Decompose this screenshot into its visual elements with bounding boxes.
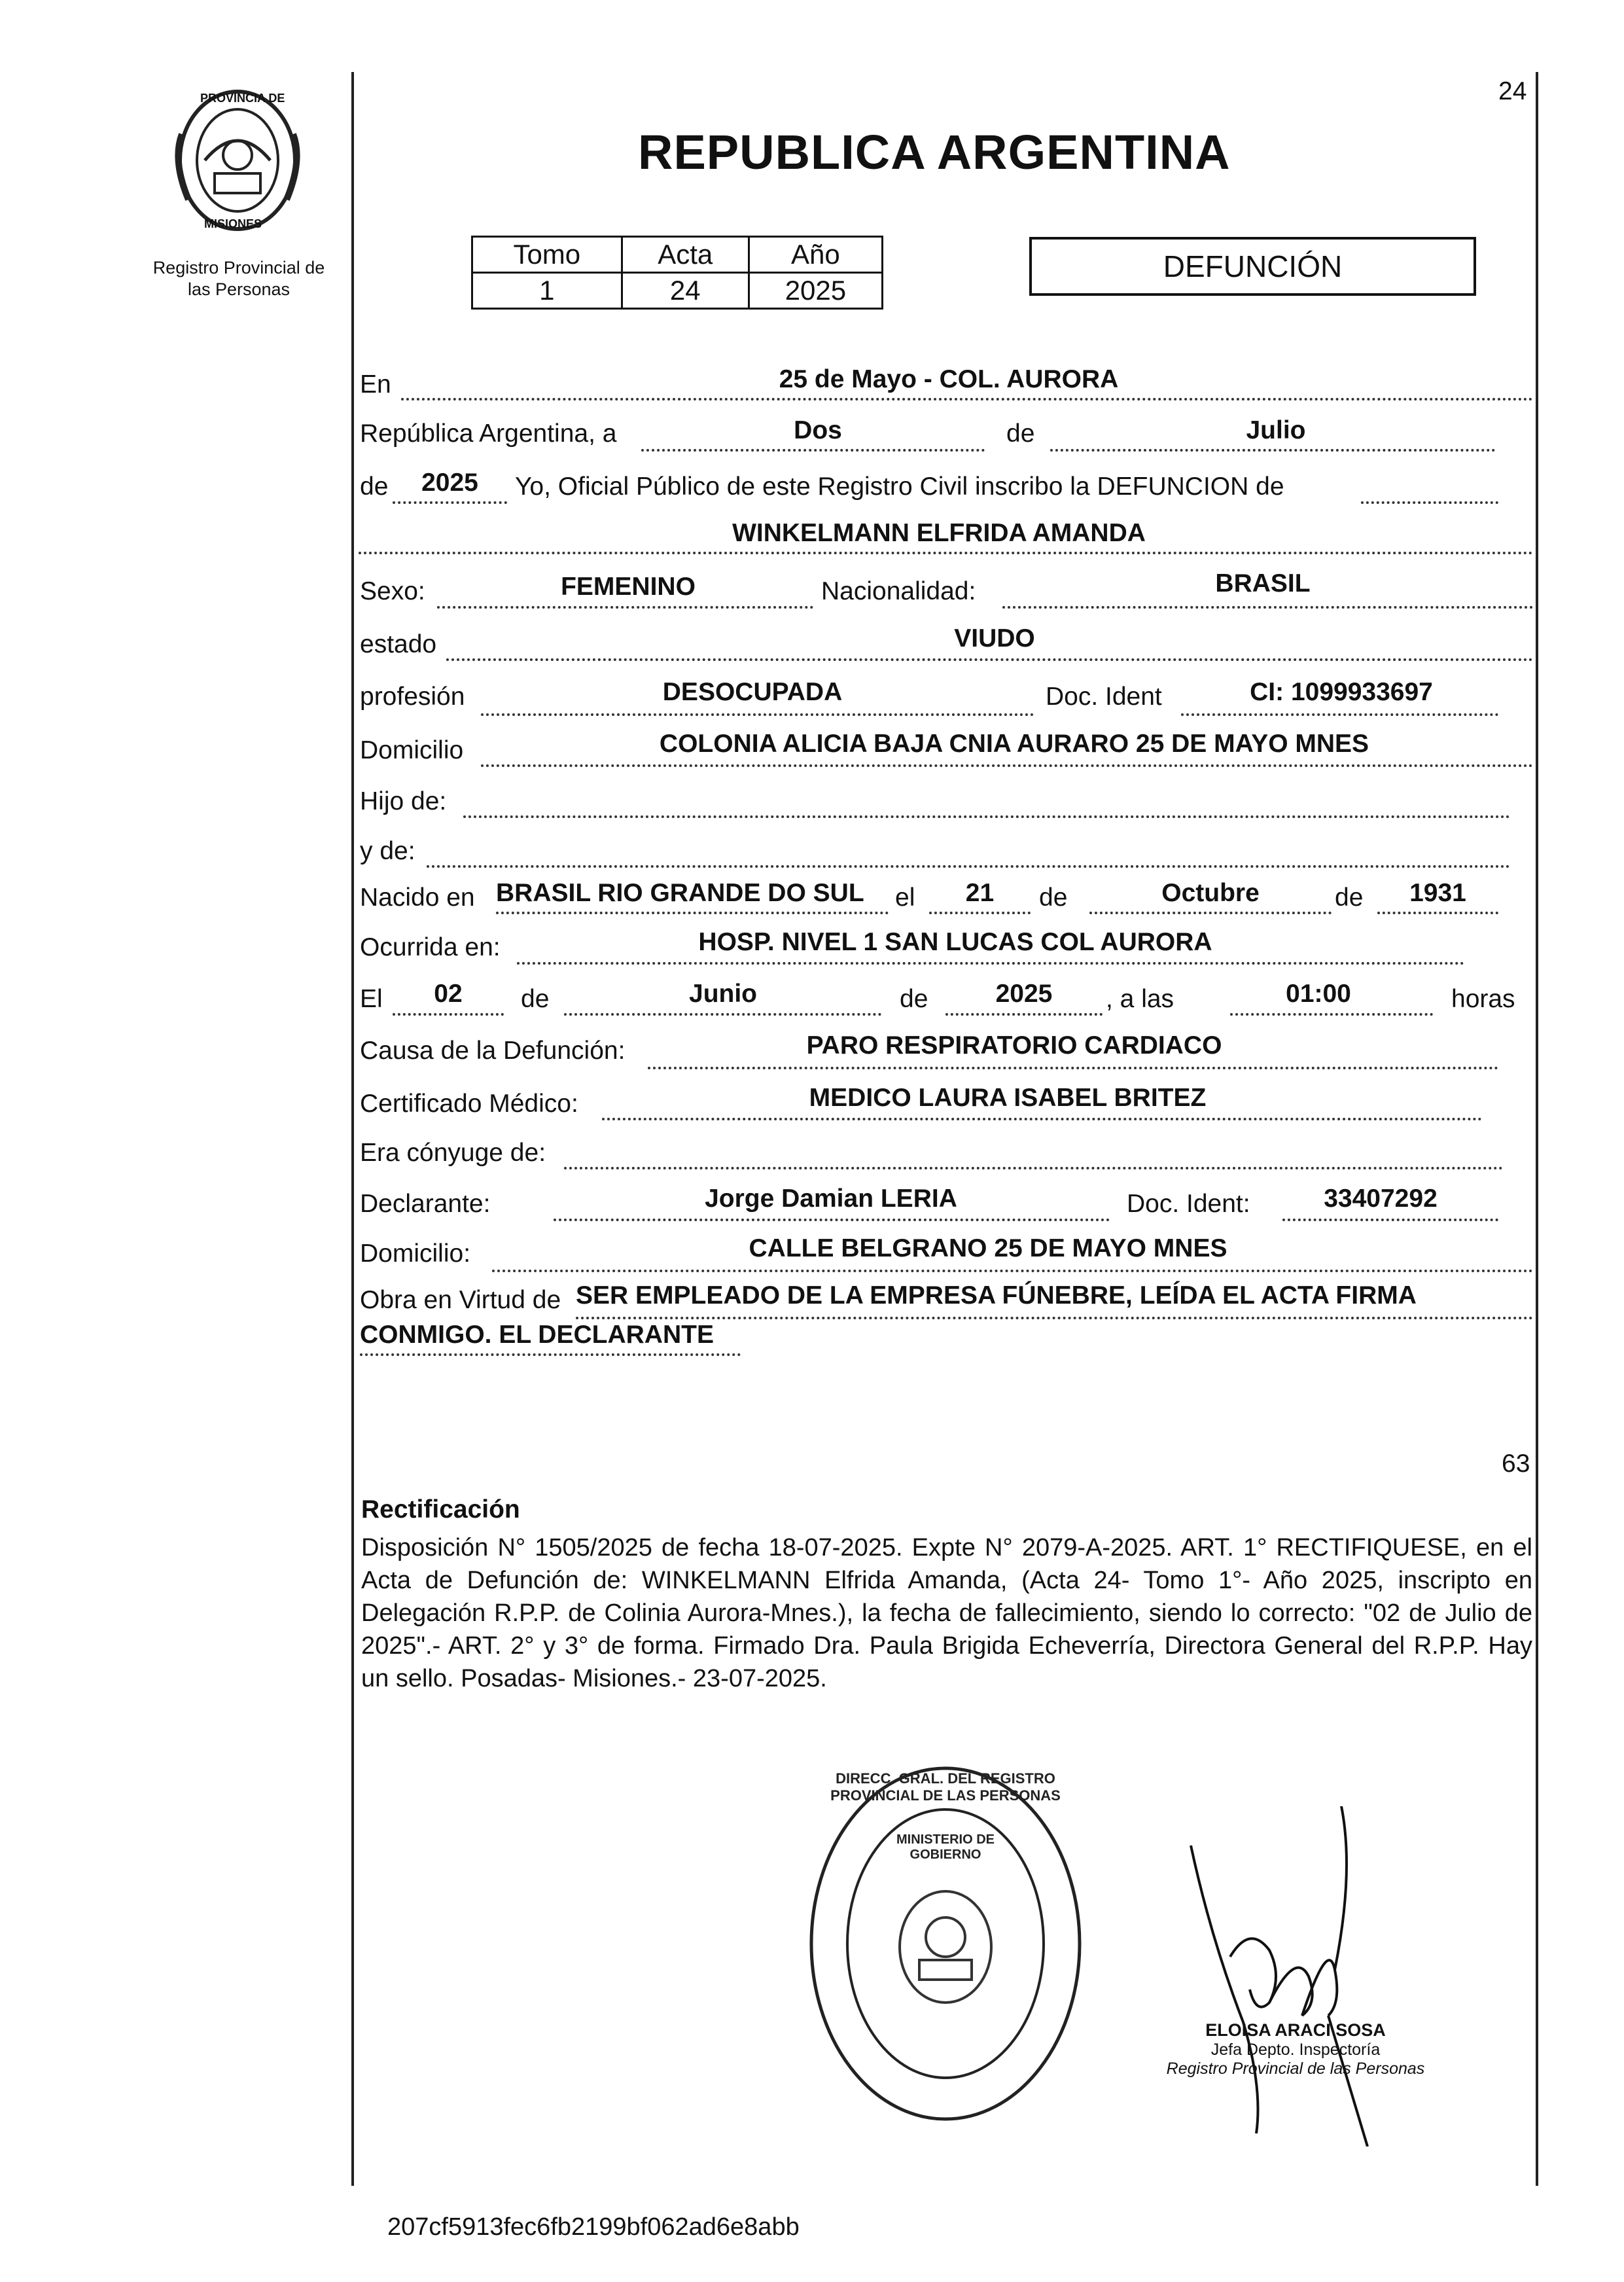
registry-name	[131, 257, 347, 300]
left-margin-rule	[351, 72, 354, 2186]
meta-header-anio: Año	[749, 237, 882, 273]
signature-role: Jefa Depto. Inspectoría	[1210, 2041, 1381, 2059]
de-label-2: de	[360, 472, 389, 501]
meta-header-tomo: Tomo	[472, 237, 622, 273]
nacionalidad-label: Nacionalidad:	[821, 577, 976, 605]
obra-line-2	[360, 1353, 741, 1356]
hijo-line	[463, 815, 1510, 818]
signature-org: Registro Provincial de las Personas	[1166, 2059, 1425, 2078]
day-line	[641, 449, 985, 452]
certificado-value: MEDICO LAURA ISABEL BRITEZ	[809, 1084, 1207, 1112]
declarante-line	[554, 1219, 1110, 1221]
seal-text-bottom: MISIONES	[204, 217, 262, 230]
en-label: En	[360, 370, 391, 399]
doc-line	[1181, 713, 1498, 716]
de-label-6: de	[900, 985, 928, 1013]
doc-label: Doc. Ident	[1046, 683, 1162, 711]
ocurrida-label: Ocurrida en:	[360, 933, 501, 961]
declarante-label: Declarante:	[360, 1190, 491, 1218]
profesion-label: profesión	[360, 683, 465, 711]
annotation-number: 63	[1502, 1450, 1530, 1478]
en-line	[401, 398, 1533, 401]
estado-label: estado	[360, 630, 437, 658]
causa-label: Causa de la Defunción:	[360, 1037, 626, 1065]
de-label-5: de	[521, 985, 550, 1013]
year-value: 2025	[421, 469, 478, 497]
sexo-line	[437, 606, 813, 609]
doc2-line	[1282, 1219, 1498, 1221]
certificado-line	[602, 1118, 1482, 1120]
declarante-value: Jorge Damian LERIA	[705, 1185, 957, 1213]
hijo-label: Hijo de:	[360, 787, 447, 815]
birth-year-line	[1377, 912, 1498, 914]
inscribo-line	[1361, 501, 1498, 504]
official-stamp-icon	[805, 1760, 1086, 2127]
yde-label: y de:	[360, 837, 415, 865]
month-line	[1050, 449, 1495, 452]
profesion-line	[481, 713, 1034, 716]
document-type-box	[1029, 237, 1476, 296]
conyuge-label: Era cónyuge de:	[360, 1139, 546, 1167]
handwritten-signature-icon	[1171, 1806, 1420, 2147]
domicilio2-label: Domicilio:	[360, 1239, 471, 1268]
rectificacion-body: Disposición N° 1505/2025 de fecha 18-07-2025. Expte N° 2079-A-2025. ART. 1° RECTIFIQUESE, en el Acta de Defunción de: WINKELMANN Elfrida Amanda, (Acta 24- Tomo 1°- Año 2025, inscripto en Delegación R.P.P. de Colinia Aurora-Mnes.), la fecha de fallecimiento, siendo lo correcto: "02 de Julio de 2025".- ART. 2° y 3° de forma. Firmado Dra. Paula Brigida Echeverría, Directora General del R.P.P. Hay un sello. Posadas- Misiones.- 23-07-2025.	[361, 1534, 1532, 1692]
inscribo-text: Yo, Oficial Público de este Registro Civil inscribo la DEFUNCION de	[515, 472, 1284, 501]
doc2-value: 33407292	[1324, 1185, 1438, 1213]
meta-value-tomo: 1	[472, 273, 622, 309]
domicilio2-line	[492, 1270, 1533, 1272]
de-label-4: de	[1335, 883, 1364, 912]
right-margin-rule	[1536, 72, 1538, 2186]
death-time: 01:00	[1286, 980, 1351, 1008]
el-label: el	[895, 883, 915, 912]
death-month: Junio	[689, 980, 757, 1008]
stamp-outer-text: DIRECC. GRAL. DEL REGISTRO PROVINCIAL DE LAS PERSONAS	[830, 1770, 1061, 1804]
doc2-label: Doc. Ident:	[1127, 1190, 1250, 1218]
estado-value: VIUDO	[954, 624, 1035, 652]
domicilio-line	[481, 764, 1533, 767]
provincial-seal-icon	[169, 82, 306, 239]
sexo-value: FEMENINO	[561, 573, 696, 601]
page-title: REPUBLICA ARGENTINA	[638, 125, 1231, 179]
obra-label: Obra en Virtud de	[360, 1286, 561, 1314]
domicilio2-value: CALLE BELGRANO 25 DE MAYO MNES	[749, 1234, 1227, 1262]
profesion-value: DESOCUPADA	[662, 678, 843, 706]
nacionalidad-value: BRASIL	[1215, 569, 1311, 597]
death-year: 2025	[995, 980, 1053, 1008]
ocurrida-value: HOSP. NIVEL 1 SAN LUCAS COL AURORA	[698, 928, 1212, 956]
meta-value-anio: 2025	[749, 273, 882, 309]
document-hash: 207cf5913fec6fb2199bf062ad6e8abb	[387, 2213, 800, 2241]
name-line	[359, 552, 1533, 554]
meta-header-acta: Acta	[622, 237, 749, 273]
signature-name: ELOISA ARACI SOSA	[1205, 2020, 1386, 2040]
nacido-label: Nacido en	[360, 883, 475, 912]
domicilio-value: COLONIA ALICIA BAJA CNIA AURARO 25 DE MAYO MNES	[659, 730, 1369, 758]
registry-meta-table	[471, 236, 883, 310]
death-time-line	[1230, 1013, 1433, 1016]
birth-day: 21	[965, 879, 995, 907]
domicilio-label: Domicilio	[360, 736, 464, 764]
alas-label: , a las	[1106, 985, 1174, 1013]
year-line	[393, 501, 507, 504]
el2-label: El	[360, 985, 383, 1013]
deceased-name: WINKELMANN ELFRIDA AMANDA	[732, 519, 1146, 547]
estado-line	[446, 658, 1533, 661]
nacido-value: BRASIL RIO GRANDE DO SUL	[496, 879, 864, 907]
de-label-3: de	[1039, 883, 1068, 912]
birth-day-line	[929, 912, 1031, 914]
page-number: 24	[1498, 77, 1527, 105]
death-year-line	[945, 1013, 1103, 1016]
birth-month-line	[1089, 912, 1332, 914]
birth-year: 1931	[1409, 879, 1466, 907]
registry-line-1: Registro Provincial de	[152, 258, 325, 277]
death-day: 02	[434, 980, 463, 1008]
nacido-line	[496, 912, 889, 914]
doc-value: CI: 1099933697	[1250, 678, 1433, 706]
death-day-line	[393, 1013, 504, 1016]
obra-value-line2: CONMIGO. EL DECLARANTE	[360, 1321, 714, 1349]
de-label-1: de	[1006, 419, 1035, 448]
causa-value: PARO RESPIRATORIO CARDIACO	[806, 1031, 1222, 1060]
causa-line	[648, 1067, 1498, 1069]
en-value: 25 de Mayo - COL. AURORA	[779, 365, 1119, 393]
seal-text-top: PROVINCIA DE	[200, 92, 285, 105]
certificado-label: Certificado Médico:	[360, 1090, 578, 1118]
document-type: DEFUNCIÓN	[1163, 249, 1343, 283]
meta-value-acta: 24	[622, 273, 749, 309]
republica-label: República Argentina, a	[360, 419, 617, 448]
nacionalidad-line	[1002, 606, 1533, 609]
day-value: Dos	[794, 416, 842, 444]
conyuge-line	[564, 1167, 1503, 1169]
obra-line-1	[576, 1317, 1533, 1319]
death-month-line	[564, 1013, 881, 1016]
rectificacion-title: Rectificación	[361, 1495, 520, 1524]
registry-line-2: las Personas	[187, 279, 291, 299]
obra-value-line1: SER EMPLEADO DE LA EMPRESA FÚNEBRE, LEÍDA EL ACTA FIRMA	[576, 1281, 1417, 1310]
signature-block	[1139, 2020, 1453, 2078]
yde-line	[427, 865, 1510, 868]
ocurrida-line	[517, 962, 1464, 965]
horas-label: horas	[1451, 985, 1515, 1013]
sexo-label: Sexo:	[360, 577, 425, 605]
birth-month: Octubre	[1161, 879, 1260, 907]
stamp-inner-text: MINISTERIO DE GOBIERNO	[896, 1832, 995, 1862]
month-value: Julio	[1246, 416, 1306, 444]
